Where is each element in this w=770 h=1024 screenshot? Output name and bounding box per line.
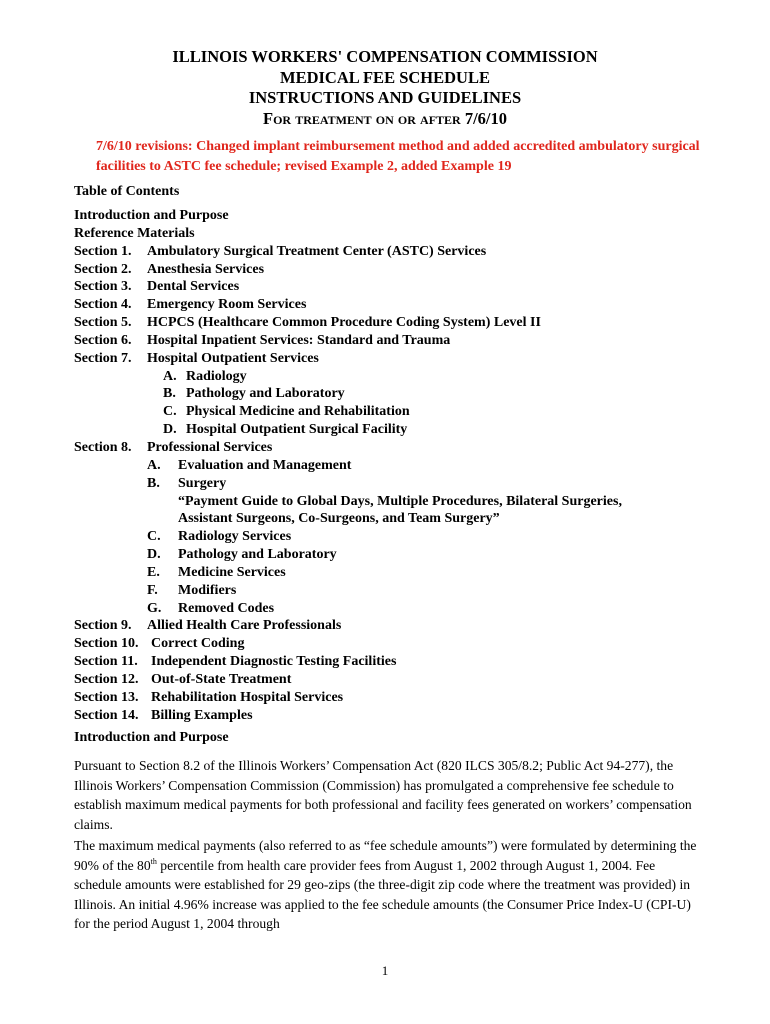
- toc-section-title: Correct Coding: [151, 636, 245, 652]
- toc-subitem-title: Surgery: [178, 475, 227, 491]
- toc-subitem: [74, 403, 714, 421]
- toc-item-section-10: [74, 635, 714, 653]
- table-of-contents: [74, 207, 714, 724]
- toc-section-number: Section 1.: [74, 243, 132, 259]
- toc-subitem-letter: D.: [147, 547, 161, 563]
- toc-item-section-2: [74, 261, 714, 279]
- toc-subitem-letter: F.: [147, 582, 158, 598]
- intro-paragraph-1: Pursuant to Section 8.2 of the Illinois Workers’ Compensation Act (820 ILCS 305/8.2; Public Act 94-277), the Illinois Workers’ Compensation Commission (Commission) has promulgated a comprehensive fee schedule to establish maximum medical payments for both professional and facility fees generated on workers’ compensation claims.: [74, 758, 692, 832]
- toc-section-number: Section 8.: [74, 439, 132, 455]
- toc-section-title: Dental Services: [147, 279, 240, 295]
- toc-subitem: [74, 546, 714, 564]
- toc-subitem: [74, 385, 714, 403]
- toc-section-number: Section 10.: [74, 636, 139, 652]
- toc-subitem: [74, 493, 714, 511]
- page-number: 1: [381, 963, 389, 978]
- toc-item-section-1: [74, 243, 714, 261]
- toc-section-number: Section 13.: [74, 689, 139, 705]
- title-line-4: For treatment on or after 7/6/10: [263, 108, 507, 128]
- toc-subitem: [74, 421, 714, 439]
- toc-subitem-letter: A.: [163, 368, 177, 384]
- toc-section-number: Section 14.: [74, 707, 139, 723]
- toc-item-section-13: [74, 689, 714, 707]
- toc-subitem-title: Evaluation and Management: [178, 457, 352, 473]
- toc-section-number: Section 5.: [74, 315, 132, 331]
- toc-section-title: Hospital Outpatient Services: [147, 350, 319, 366]
- ordinal-superscript: th: [150, 856, 157, 866]
- document-title: [0, 47, 770, 129]
- toc-subitem: [74, 457, 714, 475]
- toc-section-number: Section 7.: [74, 350, 132, 366]
- toc-section-number: Section 11.: [74, 654, 138, 670]
- toc-item-section-11: [74, 653, 714, 671]
- toc-subitem-title: Radiology: [186, 368, 247, 384]
- toc-section-title: Anesthesia Services: [147, 261, 265, 277]
- toc-item-intro: Introduction and Purpose: [74, 208, 229, 223]
- toc-subitem-title: Assistant Surgeons, Co-Surgeons, and Team Surgery”: [178, 511, 500, 527]
- revision-note: 7/6/10 revisions: Changed implant reimbursement method and added accredited ambulatory surgical facilities to ASTC fee schedule; revised Example 2, added Example 19: [96, 139, 700, 174]
- toc-heading: Table of Contents: [74, 184, 180, 199]
- toc-section-title: Independent Diagnostic Testing Facilities: [151, 654, 397, 670]
- toc-section-number: Section 6.: [74, 332, 132, 348]
- toc-item-section-14: [74, 707, 714, 725]
- toc-subitem: [74, 582, 714, 600]
- toc-section-title: Billing Examples: [151, 707, 253, 723]
- toc-section-title: HCPCS (Healthcare Common Procedure Coding System) Level II: [147, 315, 541, 331]
- toc-subitem-letter: G.: [147, 600, 162, 616]
- toc-subitem-letter: A.: [147, 457, 161, 473]
- toc-subitem-title: Medicine Services: [178, 564, 286, 580]
- toc-item-section-6: [74, 332, 714, 350]
- toc-section-number: Section 12.: [74, 671, 139, 687]
- toc-section-title: Emergency Room Services: [147, 297, 307, 313]
- title-line-1: ILLINOIS WORKERS' COMPENSATION COMMISSION: [172, 47, 598, 66]
- intro-paragraph-2-rest: percentile from health care provider fees from August 1, 2002 through August 1, 2004. Fee schedule amounts were established for 29 geo-zips (the three-digit zip code where the treatment was provided) in Illinois. An initial 4.96% increase was applied to the fee schedule amounts (the Consumer Price Index-U (CPI-U) for the period August 1, 2004 through: [74, 857, 691, 931]
- toc-section-number: Section 4.: [74, 297, 132, 313]
- toc-subitem-letter: C.: [163, 404, 177, 420]
- toc-section-number: Section 9.: [74, 618, 132, 634]
- toc-item-section-3: [74, 278, 714, 296]
- toc-subitem-title: “Payment Guide to Global Days, Multiple Procedures, Bilateral Surgeries,: [178, 493, 622, 509]
- toc-section-title: Allied Health Care Professionals: [147, 618, 342, 634]
- intro-paragraph-2: [74, 836, 704, 934]
- toc-item-reference: Reference Materials: [74, 225, 195, 241]
- toc-subitem-letter: C.: [147, 529, 161, 545]
- toc-subitem: [74, 600, 714, 618]
- toc-subitem: [74, 510, 714, 528]
- toc-item-section-4: [74, 296, 714, 314]
- toc-section-number: Section 3.: [74, 279, 132, 295]
- intro-heading: Introduction and Purpose: [74, 730, 229, 745]
- toc-subitem-title: Pathology and Laboratory: [178, 547, 337, 563]
- toc-item-section-7: [74, 350, 714, 368]
- toc-item-section-8: [74, 439, 714, 457]
- toc-subitem-title: Physical Medicine and Rehabilitation: [186, 404, 410, 420]
- toc-subitem: [74, 528, 714, 546]
- title-line-3: INSTRUCTIONS AND GUIDELINES: [248, 88, 522, 107]
- toc-section-title: Ambulatory Surgical Treatment Center (ASTC) Services: [147, 243, 487, 259]
- toc-subitem-title: Hospital Outpatient Surgical Facility: [186, 422, 408, 438]
- toc-section-title: Out-of-State Treatment: [151, 671, 292, 687]
- toc-section-number: Section 2.: [74, 261, 132, 277]
- toc-subitem: [74, 475, 714, 493]
- toc-subitem: [74, 564, 714, 582]
- toc-item-section-5: [74, 314, 714, 332]
- toc-subitem-title: Removed Codes: [178, 600, 275, 616]
- toc-subitem-letter: B.: [163, 386, 176, 402]
- toc-section-title: Hospital Inpatient Services: Standard and Trauma: [147, 332, 451, 348]
- toc-subitem-title: Pathology and Laboratory: [186, 386, 345, 402]
- toc-subitem-title: Modifiers: [178, 582, 237, 598]
- toc-subitem-letter: D.: [163, 422, 177, 438]
- toc-item-section-12: [74, 671, 714, 689]
- title-line-2: MEDICAL FEE SCHEDULE: [280, 67, 490, 87]
- intro-paragraph-2-start: The maximum medical payments (also referred to as “fee schedule amounts”) were formulated by determining the 90% of the 80: [74, 838, 697, 873]
- toc-item-section-9: [74, 617, 714, 635]
- toc-subitem-letter: B.: [147, 475, 160, 491]
- toc-section-title: Rehabilitation Hospital Services: [151, 689, 344, 705]
- toc-section-title: Professional Services: [147, 439, 273, 455]
- toc-subitem-title: Radiology Services: [178, 529, 292, 545]
- toc-subitem-letter: E.: [147, 564, 160, 580]
- toc-subitem: [74, 368, 714, 386]
